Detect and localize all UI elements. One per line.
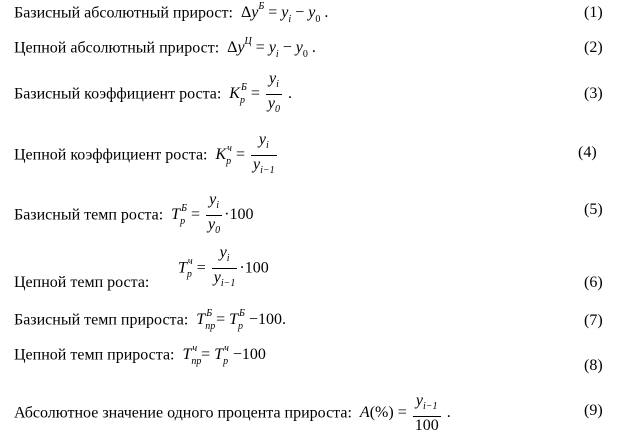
- formula-4-label: Цепной коэффициент роста:: [14, 146, 208, 164]
- formula-2-expression: $\Delta y^Ц = y_i - y_0$ .: [223, 36, 316, 60]
- formula-6-expression: $T_p^ч$ = $\frac{y_i}{y_{i-1}}$ ·100: [178, 244, 269, 290]
- formula-2-number: (2): [584, 39, 603, 56]
- formula-8-expression: $T_{пр}^ч = T_p^ч -100$: [182, 343, 266, 367]
- formula-2-label: Цепной абсолютный прирост:: [14, 39, 220, 57]
- formula-8-label: Цепной темп прироста:: [14, 346, 175, 364]
- formula-1-number: (1): [584, 4, 603, 21]
- formula-6-number: (6): [584, 274, 603, 291]
- formula-5-line: [14, 191, 253, 240]
- formula-3-label: Базисный коэффициент роста:: [14, 85, 222, 103]
- formula-4-number: (4): [578, 144, 597, 161]
- formula-3-number: (3): [584, 85, 603, 102]
- formula-7-label: Базисный темп прироста:: [14, 311, 189, 329]
- formula-2-line: [14, 38, 316, 60]
- formula-3-expression: $K_p^Б$ = $\frac{y_i}{y_0}$ .: [229, 70, 293, 116]
- formula-7-line: [14, 310, 286, 332]
- formula-7-expression: $T_{пр}^Б = T_p^Б -100$.: [196, 308, 286, 332]
- formula-3-line: [14, 70, 292, 119]
- formula-1-label: Базисный абсолютный прирост:: [14, 4, 233, 22]
- formula-5-expression: $T_p^Б$ = $\frac{y_i}{y_0}$ ·100: [171, 191, 254, 237]
- formula-5-number: (5): [584, 201, 603, 218]
- formula-1-expression: $\Delta y^Б = y_i - y_0$ .: [236, 1, 329, 25]
- formula-7-number: (7): [584, 312, 603, 329]
- formula-9-label: Абсолютное значение одного процента прироста:: [14, 404, 352, 422]
- formula-4-expression: $K_p^ч$ = $\frac{y_i}{y_{i-1}}$: [215, 131, 275, 177]
- formula-9-number: (9): [584, 402, 603, 419]
- formula-5-label: Базисный темп роста:: [14, 206, 164, 224]
- formula-8-line: [14, 345, 266, 367]
- formula-9-expression: A(%) = $\frac{y_{i-1}}{100}$ .: [359, 392, 451, 435]
- formula-6-label: Цепной темп роста:: [14, 274, 150, 291]
- formula-1-line: [14, 3, 328, 25]
- formula-4-line: [14, 131, 279, 180]
- formula-9-line: [14, 392, 451, 435]
- formula-8-number: (8): [584, 357, 603, 374]
